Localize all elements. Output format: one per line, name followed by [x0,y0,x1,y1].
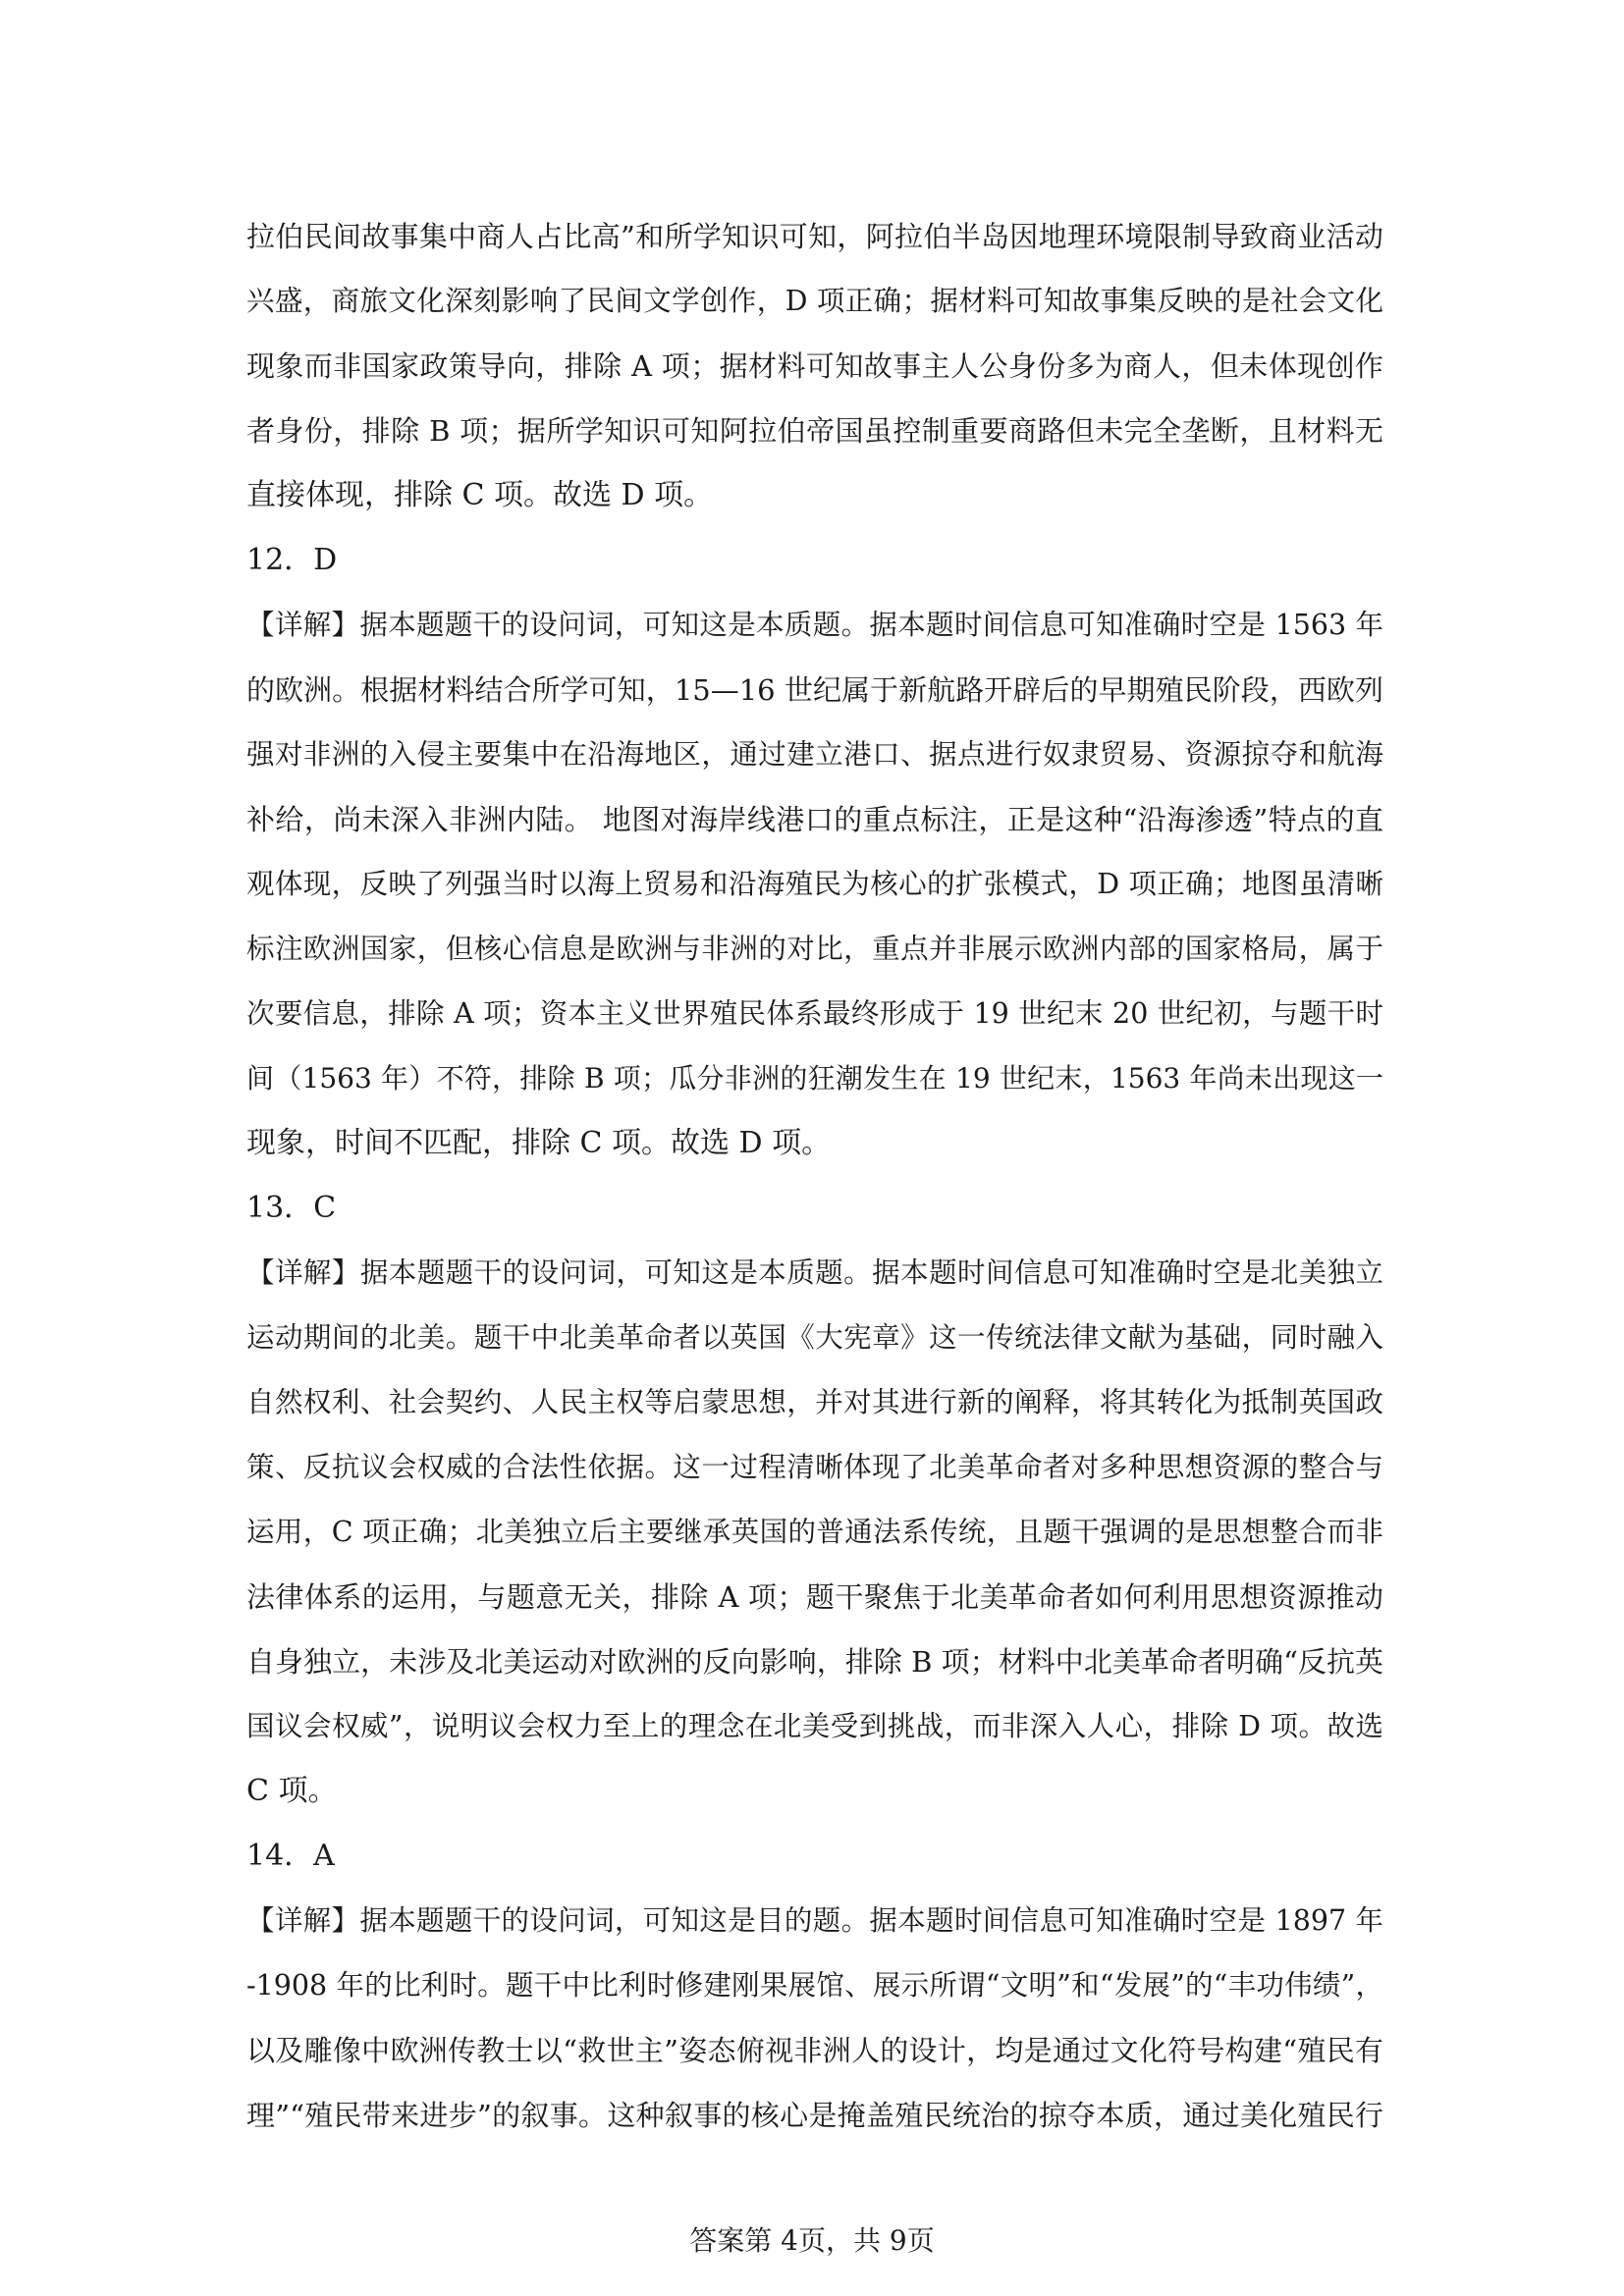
text-line: 13．C [246,1191,337,1225]
text-line: 兴盛，商旅文化深刻影响了民间文学创作，D 项正确；据材料可知故事集反映的是社会文化 [246,285,1383,317]
text-line: 标注欧洲国家，但核心信息是欧洲与非洲的对比，重点并非展示欧洲内部的国家格局，属于 [246,933,1383,965]
text-line: 间（1563 年）不符，排除 B 项；瓜分非洲的狂潮发生在 19 世纪末，1563 年尚未出现这一 [246,1062,1383,1095]
text-line: 补给，尚未深入非洲内陆。 地图对海岸线港口的重点标注，正是这种“沿海渗透”特点的直 [246,803,1383,836]
text-line: 【详解】据本题题干的设问词，可知这是目的题。据本题时间信息可知准确时空是 1897 年 [246,1904,1383,1937]
text-line: 现象，时间不匹配，排除 C 项。故选 D 项。 [246,1126,832,1160]
text-line: 者身份，排除 B 项；据所学知识可知阿拉伯帝国虽控制重要商路但未完全垄断，且材料无 [246,414,1383,448]
text-line: 【详解】据本题题干的设问词，可知这是本质题。据本题时间信息可知准确时空是北美独立 [246,1256,1383,1289]
text-line: -1908 年的比利时。题干中比利时修建刚果展馆、展示所谓“文明”和“发展”的“丰功伟绩”， [246,1969,1383,2002]
text-line: 自然权利、社会契约、人民主权等启蒙思想，并对其进行新的阐释，将其转化为抵制英国政 [246,1386,1383,1418]
text-line: 以及雕像中欧洲传教士以“救世主”姿态俯视非洲人的设计，均是通过文化符号构建“殖民有 [246,2034,1383,2067]
text-line: 理”“殖民带来进步”的叙事。这种叙事的核心是掩盖殖民统治的掠夺本质，通过美化殖民行 [246,2099,1383,2132]
text-line: 国议会权威”，说明议会权力至上的理念在北美受到挑战，而非深入人心，排除 D 项。故选 [246,1710,1383,1742]
text-line: 策、反抗议会权威的合法性依据。这一过程清晰体现了北美革命者对多种思想资源的整合与 [246,1451,1383,1483]
text-line: C 项。 [246,1774,338,1808]
text-line: 次要信息，排除 A 项；资本主义世界殖民体系最终形成于 19 世纪末 20 世纪初，与题干时 [246,997,1383,1030]
text-line: 强对非洲的入侵主要集中在沿海地区，通过建立港口、据点进行奴隶贸易、资源掠夺和航海 [246,738,1383,771]
text-line: 直接体现，排除 C 项。故选 D 项。 [246,478,714,512]
text-line: 法律体系的运用，与题意无关，排除 A 项；题干聚焦于北美革命者如何利用思想资源推动 [246,1580,1383,1614]
text-line: 的欧洲。根据材料结合所学可知，15—16 世纪属于新航路开辟后的早期殖民阶段，西欧列 [246,673,1383,707]
text-line: 观体现，反映了列强当时以海上贸易和沿海殖民为核心的扩张模式，D 项正确；地图虽清晰 [246,868,1383,900]
answer-text-body [246,204,1383,2148]
text-line: 现象而非国家政策导向，排除 A 项；据材料可知故事主人公身份多为商人，但未体现创作 [246,349,1383,383]
text-line: 【详解】据本题题干的设问词，可知这是本质题。据本题时间信息可知准确时空是 1563 年 [246,609,1383,641]
text-line: 运用，C 项正确；北美独立后主要继承英国的普通法系传统，且题干强调的是思想整合而非 [246,1516,1383,1548]
text-line: 运动期间的北美。题干中北美革命者以英国《大宪章》这一传统法律文献为基础，同时融入 [246,1321,1383,1354]
text-line: 12．D [246,543,338,577]
text-line: 自身独立，未涉及北美运动对欧洲的反向影响，排除 B 项；材料中北美革命者明确“反抗英 [246,1645,1383,1679]
text-line: 拉伯民间故事集中商人占比高”和所学知识可知，阿拉伯半岛因地理环境限制导致商业活动 [246,220,1383,253]
text-line: 14．A [246,1839,335,1873]
page-footer: 答案第 4页，共 9页 [689,2224,935,2257]
